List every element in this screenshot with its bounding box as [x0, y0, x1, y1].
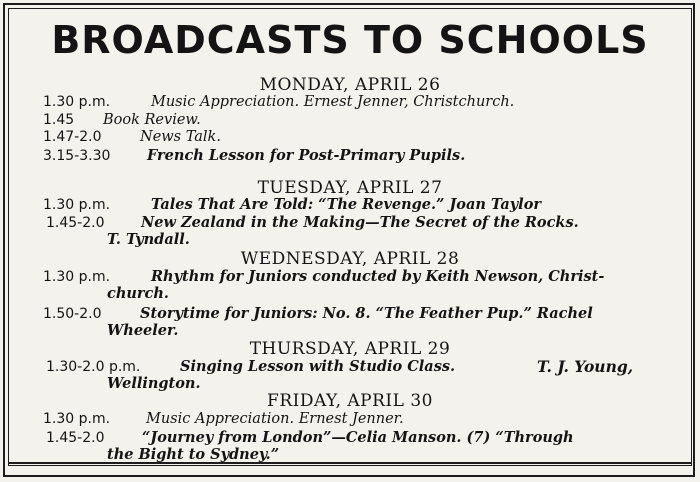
- entry-author: T. J. Young,: [537, 357, 634, 376]
- day-heading-wednesday: WEDNESDAY, APRIL 28: [240, 249, 460, 269]
- entry-time: 1.45: [43, 112, 75, 128]
- entry-text: Tales That Are Told: “The Revenge.” Joan Taylor: [151, 196, 541, 213]
- entry-time: 1.47-2.0: [43, 129, 102, 145]
- entry-time: 1.30 p.m.: [43, 94, 111, 110]
- entry-text: News Talk.: [140, 129, 221, 145]
- entry-time: 1.30 p.m.: [43, 269, 111, 285]
- entry-time: 1.50-2.0: [43, 306, 102, 322]
- entry-text: Music Appreciation. Ernest Jenner.: [146, 411, 404, 427]
- entry-time: 1.30 p.m.: [43, 411, 111, 427]
- day-heading-friday: FRIDAY, APRIL 30: [267, 391, 433, 411]
- day-heading-monday: MONDAY, APRIL 26: [259, 75, 441, 95]
- entry-text: Music Appreciation. Ernest Jenner, Christchurch.: [151, 94, 515, 110]
- entry-time: 3.15-3.30: [43, 148, 111, 164]
- entry-text: New Zealand in the Making—The Secret of the Rocks.: [141, 214, 579, 231]
- day-heading-tuesday: TUESDAY, APRIL 27: [257, 178, 443, 198]
- entry-continuation: T. Tyndall.: [107, 231, 190, 248]
- entry-continuation: the Bight to Sydney.”: [107, 446, 280, 463]
- entry-text: Rhythm for Juniors conducted by Keith Newson, Christ-: [151, 268, 605, 285]
- entry-time: 1.30-2.0 p.m.: [46, 359, 141, 375]
- page-title: BROADCASTS TO SCHOOLS: [51, 18, 649, 62]
- entry-time: 1.45-2.0: [46, 430, 105, 446]
- entry-text: French Lesson for Post-Primary Pupils.: [147, 147, 466, 164]
- entry-text: Storytime for Juniors: No. 8. “The Feather Pup.” Rachel: [140, 305, 593, 322]
- entry-continuation: church.: [107, 285, 169, 302]
- entry-continuation: Wheeler.: [107, 322, 179, 339]
- entry-text: “Journey from London”—Celia Manson. (7) “Through: [142, 429, 574, 446]
- entry-time: 1.30 p.m.: [43, 197, 111, 213]
- entry-text: Book Review.: [103, 112, 201, 128]
- entry-text: Singing Lesson with Studio Class.: [180, 358, 456, 375]
- day-heading-thursday: THURSDAY, APRIL 29: [249, 339, 451, 359]
- entry-continuation: Wellington.: [107, 375, 201, 392]
- entry-time: 1.45-2.0: [46, 215, 105, 231]
